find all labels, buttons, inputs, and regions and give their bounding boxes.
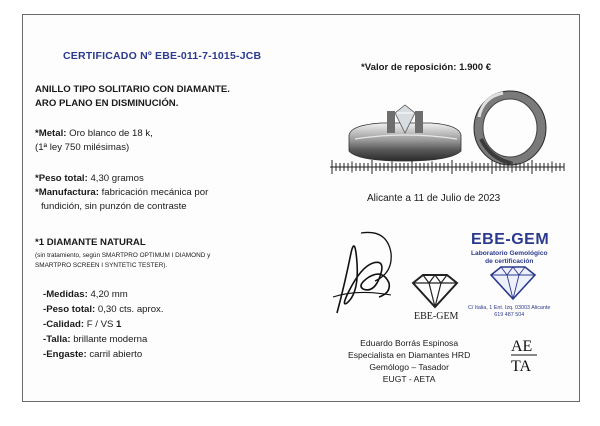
lab-address-1: C/ Italia, 1 Ent. Izq. 03003 Alicante	[468, 305, 551, 311]
valor-reposicion: *Valor de reposición: 1.900 €	[361, 62, 492, 73]
metal-field	[35, 127, 153, 155]
treatment-note	[35, 251, 210, 271]
engaste-field	[43, 348, 142, 362]
engaste-value: carril abierto	[86, 349, 143, 360]
peso-diamante-label: -Peso total:	[43, 304, 96, 315]
diamond-logo-text: EBE-GEM	[414, 311, 459, 322]
metal-value-2: (1ª ley 750 milésimas)	[35, 142, 130, 153]
item-line-2: ARO PLANO EN DISMINUCIÓN.	[35, 98, 179, 109]
lab-diamond-logo	[489, 265, 537, 301]
signature	[327, 223, 399, 323]
svg-text:TA: TA	[511, 358, 532, 375]
peso-field	[35, 172, 144, 186]
diamond-logo	[411, 273, 459, 309]
calidad-label: -Calidad:	[43, 319, 85, 330]
calidad-field	[43, 318, 121, 332]
svg-text:AE: AE	[511, 338, 533, 355]
certificate-card	[22, 14, 580, 402]
peso-diamante-field	[43, 303, 164, 317]
lab-subtitle-2: de certificación	[485, 258, 534, 265]
medidas-field	[43, 288, 128, 302]
peso-value: 4,30 gramos	[87, 173, 144, 184]
signer-name: Eduardo Borrás Espinosa	[360, 338, 459, 348]
talla-label: -Talla:	[43, 334, 71, 345]
calidad-value: F / VS	[84, 319, 117, 330]
aeta-logo	[509, 335, 539, 375]
signer-block	[348, 337, 470, 385]
item-description	[35, 83, 230, 111]
metal-value: Oro blanco de 18 k,	[66, 128, 153, 139]
medidas-label: -Medidas:	[43, 289, 88, 300]
manufactura-value: fabricación mecánica por	[98, 187, 209, 198]
lab-address	[468, 305, 550, 319]
medidas-value: 4,20 mm	[87, 289, 128, 300]
metal-label: *Metal:	[35, 128, 67, 139]
item-line-1: ANILLO TIPO SOLITARIO CON DIAMANTE.	[35, 84, 230, 95]
fecha: Alicante a 11 de Julio de 2023	[367, 193, 501, 204]
manufactura-label: *Manufactura:	[35, 187, 99, 198]
lab-subtitle-1: Laboratorio Gemológico	[471, 250, 548, 257]
lab-subtitle	[471, 250, 548, 266]
peso-diamante-value: 0,30 cts. aprox.	[95, 304, 164, 315]
lab-address-2: 619 487 504	[494, 312, 525, 318]
engaste-label: -Engaste:	[43, 349, 87, 360]
treatment-line-1: (sin tratamiento, según SMARTPRO OPTIMUM I DIAMOND y	[35, 252, 211, 259]
talla-value: brillante moderna	[70, 334, 148, 345]
treatment-line-2: SMARTPRO SCREEN I SYNTETIC TESTER).	[35, 262, 168, 269]
manufactura-value-2: fundición, sin punzón de contraste	[41, 201, 187, 212]
signer-role-1: Especialista en Diamantes HRD	[348, 350, 471, 360]
peso-label: *Peso total:	[35, 173, 88, 184]
talla-field	[43, 333, 147, 347]
manufactura-field	[35, 186, 208, 214]
diamond-heading: *1 DIAMANTE NATURAL	[35, 237, 146, 248]
signer-orgs: EUGT - AETA	[382, 374, 436, 384]
calidad-value-bold: 1	[116, 319, 122, 330]
certificate-title: CERTIFICADO Nº EBE-011-7-1015-JCB	[63, 50, 262, 62]
signer-role-2: Gemólogo – Tasador	[369, 362, 449, 372]
lab-name: EBE-GEM	[471, 231, 550, 248]
measurement-ruler	[328, 155, 566, 185]
